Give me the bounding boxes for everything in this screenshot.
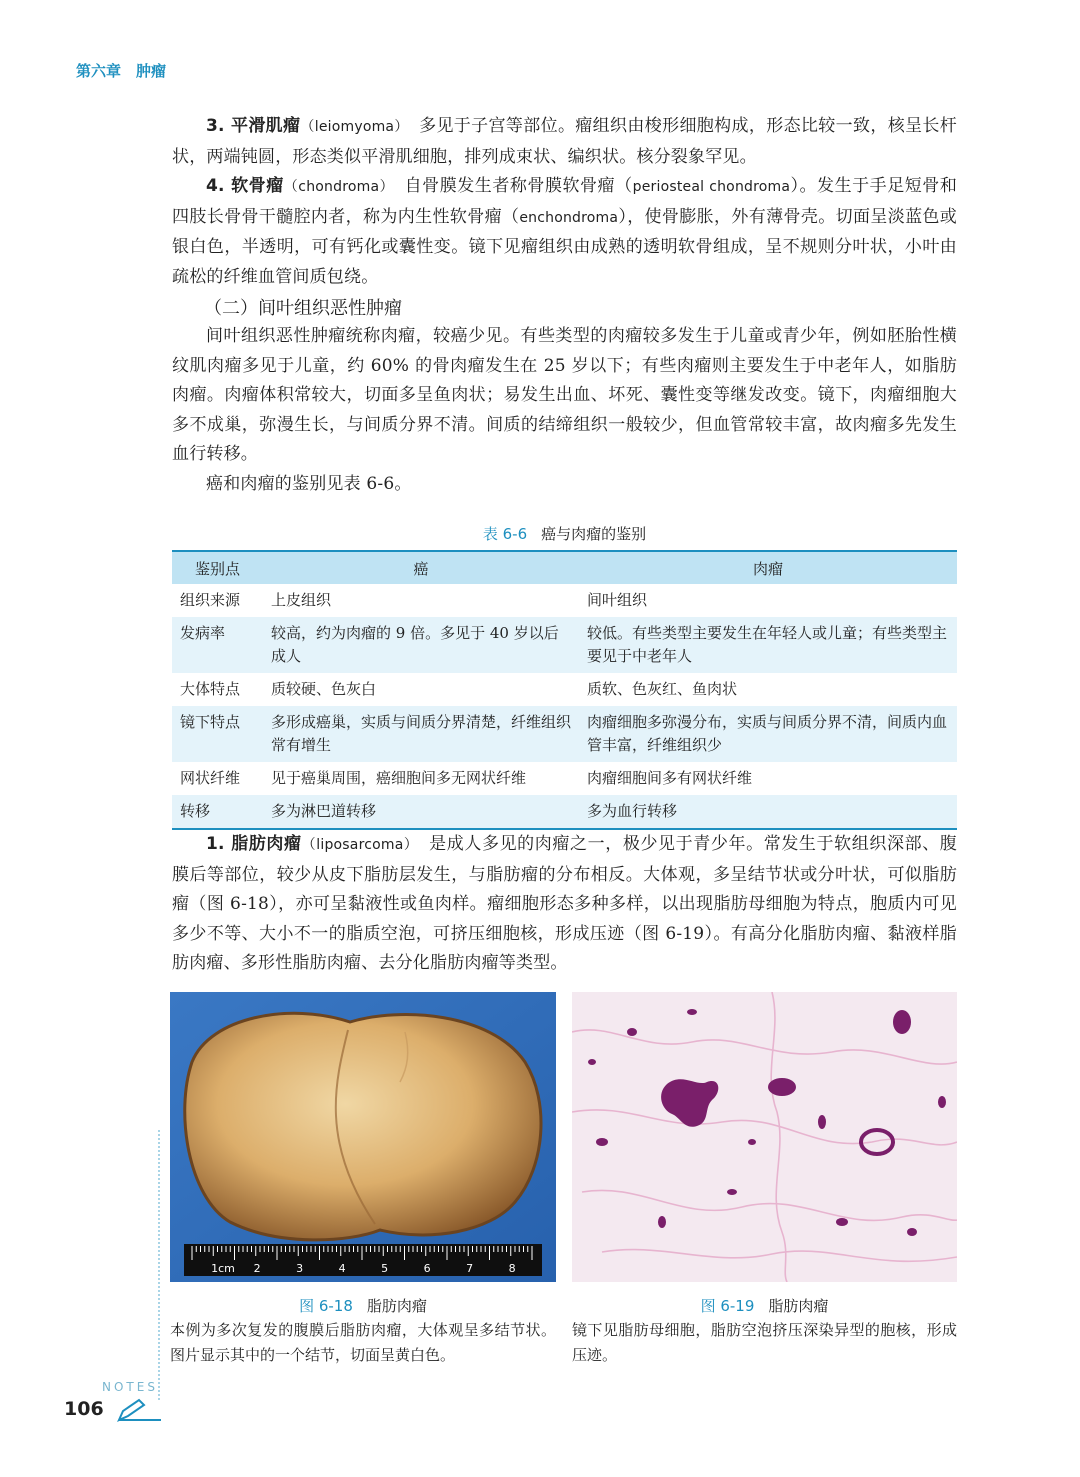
paragraph-leiomyoma xyxy=(172,112,957,172)
figure-caption xyxy=(572,1295,957,1316)
pencil-icon xyxy=(113,1398,163,1424)
figure-description: 镜下见脂肪母细胞，脂肪空泡挤压深染异型的胞核，形成压迹。 xyxy=(572,1321,957,1364)
table-cell: 肉瘤细胞多弥漫分布，实质与间质分界不清，间质内血管丰富，纤维组织少 xyxy=(579,706,957,762)
histology-photo xyxy=(572,992,957,1282)
figure-number: 图 6-18 xyxy=(299,1297,353,1315)
ruler-label: 5 xyxy=(381,1262,389,1275)
ruler-label: 8 xyxy=(508,1262,516,1275)
table-cell: 多形成癌巢，实质与间质分界清楚，纤维组织常有增生 xyxy=(263,706,579,762)
ruler-label: 3 xyxy=(296,1262,304,1275)
table-row xyxy=(172,762,957,795)
ruler-label: 1cm xyxy=(211,1262,235,1275)
comparison-table xyxy=(172,550,957,830)
chondroma-en-2: periosteal chondroma xyxy=(632,179,791,195)
table-cell: 间叶组织 xyxy=(587,591,648,609)
figure-6-18 xyxy=(170,992,556,1368)
table-header-cell: 鉴别点 xyxy=(172,551,263,584)
chondroma-en-3: enchondroma xyxy=(519,209,619,226)
table-cell: 肉瘤细胞间多有网状纤维 xyxy=(587,769,753,787)
table-row xyxy=(172,617,957,673)
figure-description: 本例为多次复发的腹膜后脂肪肉瘤，大体观呈多结节状。图片显示其中的一个结节，切面呈黄白色。 xyxy=(170,1321,556,1364)
table-header-cell: 肉瘤 xyxy=(579,551,957,584)
table-cell: 网状纤维 xyxy=(180,769,241,787)
term-liposarcoma-en: （liposarcoma） xyxy=(301,837,412,853)
term-chondroma-en: （chondroma） xyxy=(283,179,388,195)
chondroma-text-2: ）。发生于手足短骨和四肢长骨骨干髓腔内者，称为内生性软骨瘤（ xyxy=(172,176,958,227)
table-cell: 多为淋巴道转移 xyxy=(263,795,579,829)
table-cell: 较高，约为肉瘤的 9 倍。多见于 40 岁以后成人 xyxy=(263,617,579,673)
figure-6-19 xyxy=(572,992,957,1368)
margin-dotted-line xyxy=(158,1130,160,1400)
table-cell: 较低。有些类型主要发生在年轻人或儿童；有些类型主要见于中老年人 xyxy=(579,617,957,673)
paragraph-chondroma xyxy=(172,172,957,292)
gross-specimen-photo xyxy=(170,992,556,1282)
figure-number: 图 6-19 xyxy=(700,1297,755,1315)
table-title: 癌与肉瘤的鉴别 xyxy=(541,525,647,543)
table-cell: 上皮组织 xyxy=(271,591,332,609)
notes-label: NOTES xyxy=(102,1380,158,1394)
table-cell: 组织来源 xyxy=(180,591,241,609)
chapter-header: 第六章 肿瘤 xyxy=(76,62,167,80)
ruler-label: 2 xyxy=(253,1262,261,1275)
ruler-label: 4 xyxy=(338,1262,346,1275)
ruler-label: 6 xyxy=(423,1262,431,1275)
table-caption xyxy=(172,523,957,544)
table-number: 表 6-6 xyxy=(482,525,528,543)
term-leiomyoma: 3. 平滑肌瘤 xyxy=(206,116,301,136)
figures-area xyxy=(170,992,957,1372)
section-title: （二）间叶组织恶性肿瘤 xyxy=(204,298,402,319)
table-cell: 见于癌巢周围，癌细胞间多无网状纤维 xyxy=(271,769,527,787)
table-cell: 质较硬、色灰白 xyxy=(271,680,377,698)
term-leiomyoma-en: （leiomyoma） xyxy=(300,119,402,135)
table-cell: 大体特点 xyxy=(180,680,241,698)
table-row xyxy=(172,673,957,706)
chondroma-text-1: 自骨膜发生者称骨膜软骨瘤（ xyxy=(387,176,633,196)
table-cell: 多为血行转移 xyxy=(579,795,957,829)
term-liposarcoma: 1. 脂肪肉瘤 xyxy=(206,834,302,854)
table-cell: 镜下特点 xyxy=(172,706,263,762)
figure-title: 脂肪肉瘤 xyxy=(768,1297,829,1315)
table-row xyxy=(172,795,957,829)
leiomyoma-text: 多见于子宫等部位。瘤组织由梭形细胞构成，形态比较一致，核呈长杆状，两端钝圆，形态类似平滑肌细胞，排列成束状、编织状。核分裂象罕见。 xyxy=(172,116,957,167)
figure-caption xyxy=(170,1295,556,1316)
table-cell: 质软、色灰红、鱼肉状 xyxy=(587,680,738,698)
table-row xyxy=(172,706,957,762)
table-header-cell: 癌 xyxy=(263,551,579,584)
table-cell: 转移 xyxy=(172,795,263,829)
paragraph-liposarcoma xyxy=(172,830,957,979)
table-row xyxy=(172,584,957,617)
figure-title: 脂肪肉瘤 xyxy=(366,1297,427,1315)
table-cell: 发病率 xyxy=(172,617,263,673)
table-header-row xyxy=(172,551,957,584)
liposarcoma-text: 是成人多见的肉瘤之一，极少见于青少年。常发生于软组织深部、腹膜后等部位，较少从皮下脂肪层发生，与脂肪瘤的分布相反。大体观，多呈结节状或分叶状，可似脂肪瘤（图 6-18），亦可呈黏液性或鱼肉样。瘤细胞形态多种多样，以出现脂肪母细胞为特点，胞质内可见多少不等、大小不一的脂质空泡，可挤压细胞核，形成压迹（图 6-19）。有高分化脂肪肉瘤、黏液样脂肪肉瘤、多形性脂肪肉瘤、去分化脂肪肉瘤等类型。 xyxy=(172,834,958,973)
main-content xyxy=(172,112,957,979)
chondroma-text-3: ），使骨膨胀，外有薄骨壳。切面呈淡蓝色或银白色，半透明，可有钙化或囊性变。镜下见瘤组织由成熟的透明软骨组成，呈不规则分叶状，小叶由疏松的纤维血管间质包绕。 xyxy=(172,206,957,287)
ruler-label: 7 xyxy=(466,1262,474,1275)
page-number: 106 xyxy=(64,1398,104,1420)
paragraph-table-ref: 癌和肉瘤的鉴别见表 6-6。 xyxy=(206,473,412,494)
paragraph-sarcoma-intro: 间叶组织恶性肿瘤统称肉瘤，较癌少见。有些类型的肉瘤较多发生于儿童或青少年，例如胚胎性横纹肌肉瘤多见于儿童，约 60% 的骨肉瘤发生在 25 岁以下；有些肉瘤则主要发生于中老年人，如脂肪肉瘤。肉瘤体积常较大，切面多呈鱼肉状；易发生出血、坏死、囊性变等继发改变。镜下，肉瘤细胞大多不成巢，弥漫生长，与间质分界不清。间质的结缔组织一般较少，但血管常较丰富，故肉瘤多先发生血行转移。 xyxy=(172,326,957,464)
term-chondroma: 4. 软骨瘤 xyxy=(206,176,284,196)
